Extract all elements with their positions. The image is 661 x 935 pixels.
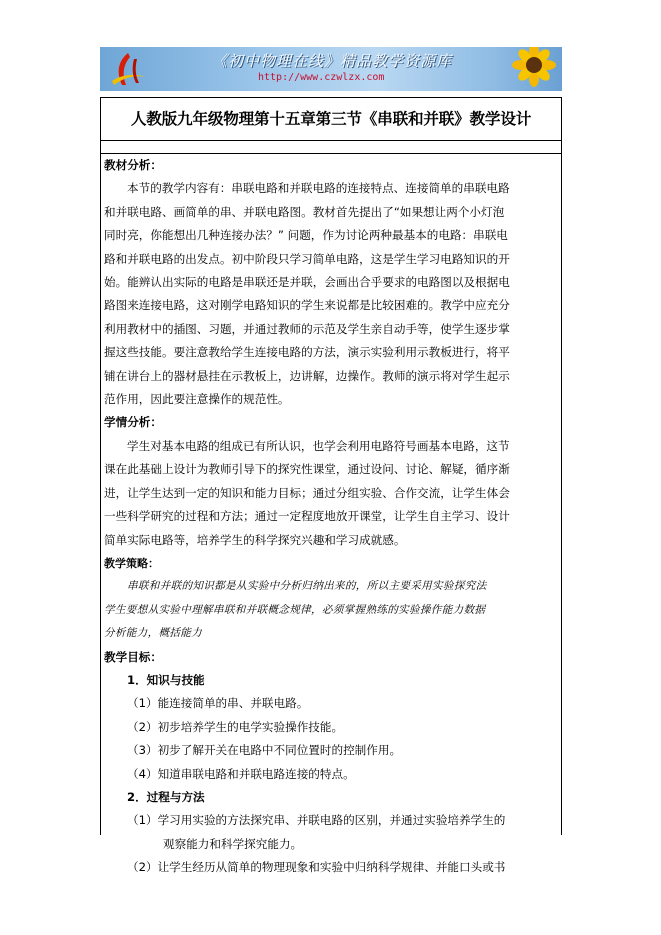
students-paragraph — [104, 435, 559, 552]
analysis-heading: 教材分析： — [104, 158, 162, 172]
students-heading: 学情分析： — [104, 415, 162, 430]
goal-process-heading: 2．过程与方法 — [127, 789, 205, 804]
list-item-continuation: 观察能力和科学探究能力。 — [163, 836, 303, 851]
text-line: 进，让学生达到一定的知识和能力目标；通过分组实验、合作交流，让学生体会 — [104, 485, 510, 500]
list-item: （1）学习用实验的方法探究串、并联电路的区别，并通过实验培养学生的 — [127, 813, 506, 828]
banner-title: 《初中物理在线》精品教学资源库 — [212, 52, 453, 70]
text-line: 学生对基本电路的组成已有所认识，也学会利用电路符号画基本电路，这节 — [127, 438, 510, 453]
goal-knowledge-heading: 1．知识与技能 — [127, 672, 205, 687]
table-spacer-row — [101, 141, 561, 154]
site-logo-icon — [106, 51, 150, 89]
text-line: 本节的教学内容有：串联电路和并联电路的连接特点、连接简单的串联电路 — [127, 181, 510, 196]
text-line: 学生要想从实验中理解串联和并联概念规律，必须掌握熟练的实验操作能力数据 — [104, 603, 486, 616]
text-line: 始。能辨认出实际的电路是串联还是并联，会画出合乎要求的电路图以及根据电 — [104, 275, 510, 290]
text-line: 路和并联电路的出发点。初中阶段只学习简单电路，这是学生学习电路知识的开 — [104, 251, 510, 266]
analysis-paragraph — [104, 177, 559, 411]
document-title: 人教版九年级物理第十五章第三节《串联和并联》教学设计 — [101, 98, 561, 141]
list-item: （1）能连接简单的串、并联电路。 — [127, 696, 309, 711]
text-line: 利用教材中的插图、习题，并通过教师的示范及学生亲自动手等，使学生逐步掌 — [104, 321, 510, 336]
text-line: 串联和并联的知识都是从实验中分析归纳出来的，所以主要采用实验探究法 — [127, 580, 487, 593]
banner-url[interactable]: http://www.czwlzx.com — [258, 72, 385, 83]
text-line: 同时亮，你能想出几种连接办法？” 问题，作为讨论两种最基本的电路：串联电 — [104, 228, 508, 243]
text-line: 一些科学研究的过程和方法；通过一定程度地放开课堂，让学生自主学习、设计 — [104, 509, 510, 524]
sunflower-icon — [500, 47, 562, 91]
text-line: 铺在讲台上的器材悬挂在示教板上，边讲解，边操作。教师的演示将对学生起示 — [104, 368, 510, 383]
text-line: 范作用，因此要注意操作的规范性。 — [104, 392, 290, 407]
text-line: 和并联电路、画简单的串、并联电路图。教材首先提出了“如果想让两个小灯泡 — [104, 204, 505, 219]
goals-heading: 教学目标： — [104, 649, 162, 664]
strategy-paragraph — [104, 575, 559, 645]
text-line: 分析能力，概括能力 — [104, 627, 203, 640]
strategy-heading: 教学策略： — [104, 556, 159, 570]
list-item: （2）初步培养学生的电学实验操作技能。 — [127, 719, 344, 734]
list-item: （2）让学生经历从简单的物理现象和实验中归纳科学规律、并能口头或书 — [127, 860, 506, 875]
text-line: 简单实际电路等，培养学生的科学探究兴趣和学习成就感。 — [104, 532, 406, 547]
document-table — [100, 97, 562, 875]
list-item: （4）知道串联电路和并联电路连接的特点。 — [127, 766, 355, 781]
text-line: 课在此基础上设计为教师引导下的探究性课堂，通过设问、讨论、解疑，循序渐 — [104, 462, 510, 477]
header-banner — [100, 47, 562, 91]
document-body — [101, 154, 561, 880]
text-line: 握这些技能。要注意教给学生连接电路的方法，演示实验利用示教板进行，将平 — [104, 345, 510, 360]
text-line: 路图来连接电路，这对刚学电路知识的学生来说都是比较困难的。教学中应充分 — [104, 298, 510, 313]
list-item: （3）初步了解开关在电路中不同位置时的控制作用。 — [127, 743, 402, 758]
